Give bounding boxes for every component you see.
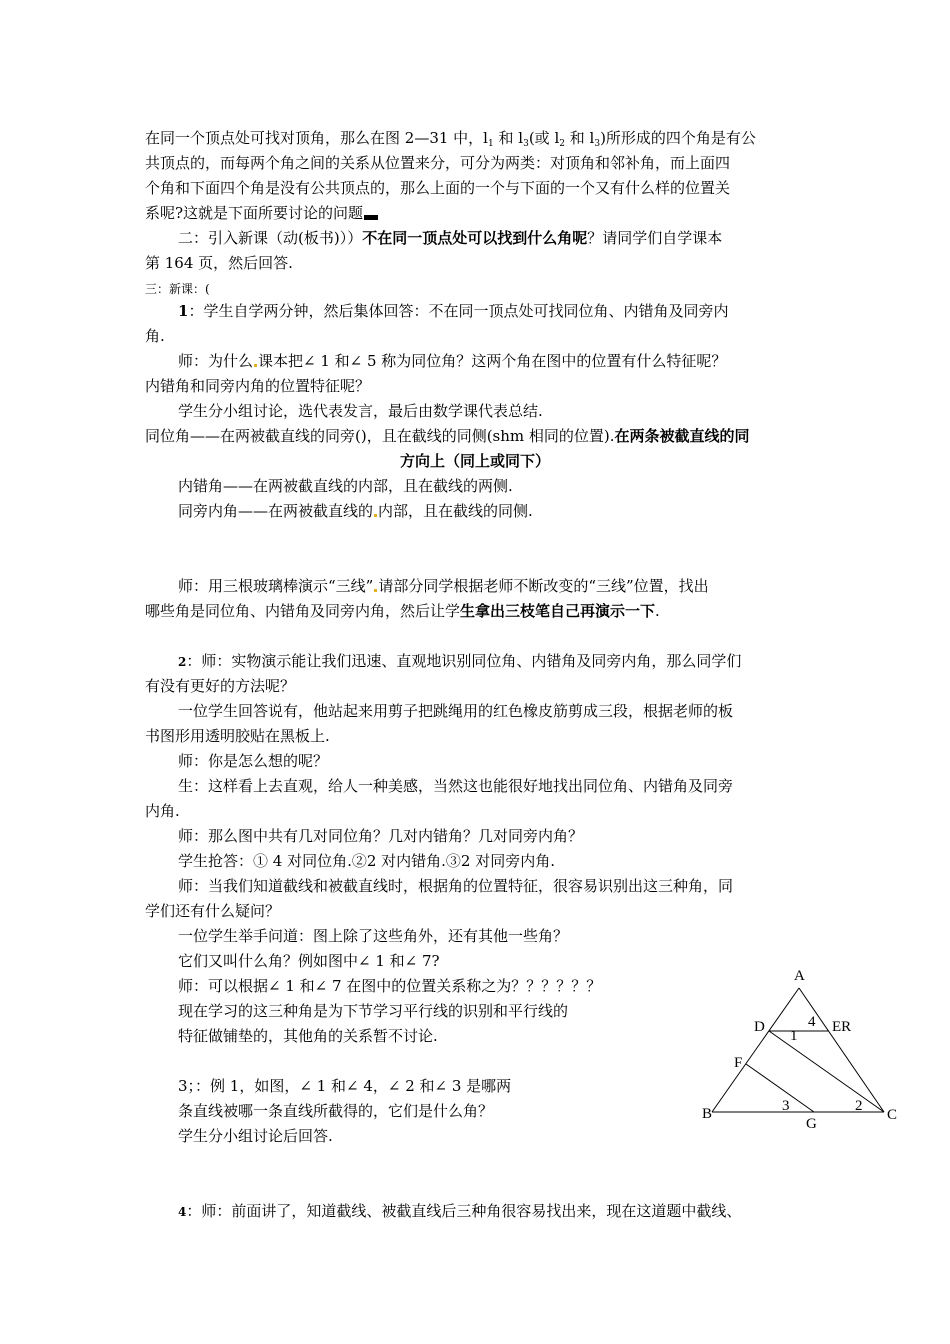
text: 二：引入新课（动(板书)）） — [178, 229, 363, 247]
paragraph-line: 个角和下面四个角是没有公共顶点的，那么上面的一个与下面的一个又有什么样的位置关 — [145, 179, 731, 197]
side-ac — [799, 988, 884, 1112]
text: 课本把∠ 1 和∠ 5 称为同位角？这两个角在图中的位置有什么特征呢？ — [258, 352, 727, 370]
subscript: 3 — [594, 139, 601, 149]
paragraph-line: 一位学生回答说有，他站起来用剪子把跳绳用的红色橡皮筋剪成三段，根据老师的板 — [178, 702, 734, 720]
definition-line — [145, 426, 750, 446]
text: 在同一个顶点处可找对顶角，那么在图 2—31 中， — [145, 129, 484, 147]
paragraph-line: 角. — [145, 327, 165, 345]
example-line: 条直线被哪一条直线所截得的，它们是什么角？ — [178, 1102, 494, 1120]
text: ？请同学们自学课本 — [587, 229, 723, 247]
paragraph-line — [178, 301, 728, 321]
dot-mark — [254, 364, 257, 367]
text: . — [655, 602, 660, 620]
text: 内部，且在截线的同侧. — [378, 502, 533, 520]
step-number: 4 — [178, 1205, 187, 1219]
text: 和 — [493, 129, 519, 147]
subscript: 2 — [559, 139, 565, 149]
paragraph-line: 学生抢答：① 4 对同位角.②2 对内错角.③2 对同旁内角. — [178, 852, 556, 870]
text: ：师：前面讲了，知道截线、被截直线后三种角很容易找出来，现在这道题中截线、 — [186, 1202, 742, 1220]
label-a: A — [794, 968, 805, 984]
paragraph-line: 学生分小组讨论，选代表发言，最后由数学课代表总结. — [178, 402, 543, 420]
dot-mark — [374, 589, 377, 592]
text: 系呢?这就是下面所要讨论的问题 — [145, 204, 364, 222]
bold-text: 不在同一顶点处可以找到什么角呢 — [362, 229, 588, 247]
label-er: ER — [832, 1019, 852, 1035]
text: 哪些角是同位角、内错角及同旁内角，然后让学 — [145, 602, 461, 620]
step-number: 2 — [178, 655, 187, 669]
text: ：师：实物演示能让我们迅速、直观地识别同位角、内错角及同旁内角，那么同学们 — [186, 652, 742, 670]
text: 师：为什么 — [178, 352, 254, 370]
segment-fg — [746, 1064, 814, 1112]
paragraph-line — [145, 203, 378, 223]
paragraph-line — [178, 576, 709, 596]
paragraph-line — [178, 351, 726, 371]
paragraph-line: 内错角和同旁内角的位置特征呢？ — [145, 377, 371, 395]
paragraph-line: 书图形用透明胶贴在黑板上. — [145, 727, 330, 745]
definition-line — [178, 501, 533, 521]
text: 请部分同学根据老师不断改变的“三线”位置，找出 — [378, 577, 709, 595]
text: 同旁内角——在两被截直线的 — [178, 502, 374, 520]
angle-3-label: 3 — [782, 1098, 790, 1114]
angle-1-label: 1 — [790, 1028, 798, 1044]
text: 同位角——在两被截直线的同旁()，且在截线的同侧(shm 相同的位置). — [145, 427, 615, 445]
section-heading: 三：新课：( — [145, 282, 210, 296]
section-intro — [178, 228, 722, 248]
text: l — [589, 129, 595, 147]
definition-line: 内错角——在两被截直线的内部，且在截线的两侧. — [178, 477, 513, 495]
paragraph-line — [145, 601, 660, 621]
text: ：学生自学两分钟，然后集体回答：不在同一顶点处可找同位角、内错角及同旁内 — [188, 302, 729, 320]
label-b: B — [702, 1106, 713, 1122]
paragraph-line: 生：这样看上去直观，给人一种美感，当然这也能很好地找出同位角、内错角及同旁 — [178, 777, 734, 795]
label-d: D — [754, 1019, 765, 1035]
paragraph-line: 一位学生举手问道：图上除了这些角外，还有其他一些角？ — [178, 927, 569, 945]
dot-mark — [374, 514, 377, 517]
text: l — [518, 129, 524, 147]
text: )所形成的四个角是有公 — [600, 129, 756, 147]
paragraph-line: 现在学习的这三种角是为下节学习平行线的识别和平行线的 — [178, 1002, 569, 1020]
paragraph-line: 师：可以根据∠ 1 和∠ 7 在图中的位置关系称之为？？？？？？ — [178, 977, 602, 995]
definition-line: 方向上（同上或同下） — [399, 452, 550, 470]
paragraph-line — [178, 651, 741, 672]
angle-2-label: 2 — [855, 1098, 863, 1114]
angle-4-label: 4 — [808, 1014, 816, 1030]
text: (或 — [528, 129, 555, 147]
paragraph-line: 师：那么图中共有几对同位角？几对内错角？几对同旁内角？ — [178, 827, 584, 845]
text: l — [554, 129, 560, 147]
paragraph-line: 特征做铺垫的，其他角的关系暂不讨论. — [178, 1027, 438, 1045]
paragraph-line: 有没有更好的方法呢？ — [145, 677, 296, 695]
paragraph-line: 第 164 页，然后回答. — [145, 254, 293, 272]
example-line: 3；：例 1，如图，∠ 1 和∠ 4，∠ 2 和∠ 3 是哪两 — [178, 1077, 512, 1095]
label-g: G — [806, 1116, 817, 1132]
paragraph-line — [145, 128, 756, 148]
text: l — [483, 129, 488, 147]
paragraph-line: 它们又叫什么角？例如图中∠ 1 和∠ 7? — [178, 952, 440, 970]
example-line: 学生分小组讨论后回答. — [178, 1127, 333, 1145]
paragraph-line: 学们还有什么疑问？ — [145, 902, 281, 920]
paragraph-line — [178, 1201, 741, 1222]
paragraph-line: 共顶点的，而每两个角之间的关系从位置来分，可分为两类：对顶角和邻补角，而上面四 — [145, 154, 731, 172]
text: 和 — [564, 129, 590, 147]
subscript: 1 — [487, 139, 494, 149]
bold-text: 在两条被截直线的同 — [614, 427, 750, 445]
paragraph-line: 师：当我们知道截线和被截直线时，根据角的位置特征，很容易识别出这三种角，同 — [178, 877, 734, 895]
subscript: 3 — [523, 139, 529, 149]
paragraph-line: 内角. — [145, 802, 180, 820]
step-number: 1 — [178, 302, 189, 320]
triangle-figure — [694, 960, 906, 1132]
bold-text: 生拿出三枝笔自己再演示一下 — [460, 602, 656, 620]
side-ab — [712, 988, 799, 1112]
cursor-mark — [364, 215, 378, 220]
label-c: C — [887, 1107, 898, 1123]
label-f: F — [734, 1055, 743, 1071]
text: 师：用三根玻璃棒演示“三线” — [178, 577, 374, 595]
paragraph-line: 师：你是怎么想的呢？ — [178, 752, 329, 770]
